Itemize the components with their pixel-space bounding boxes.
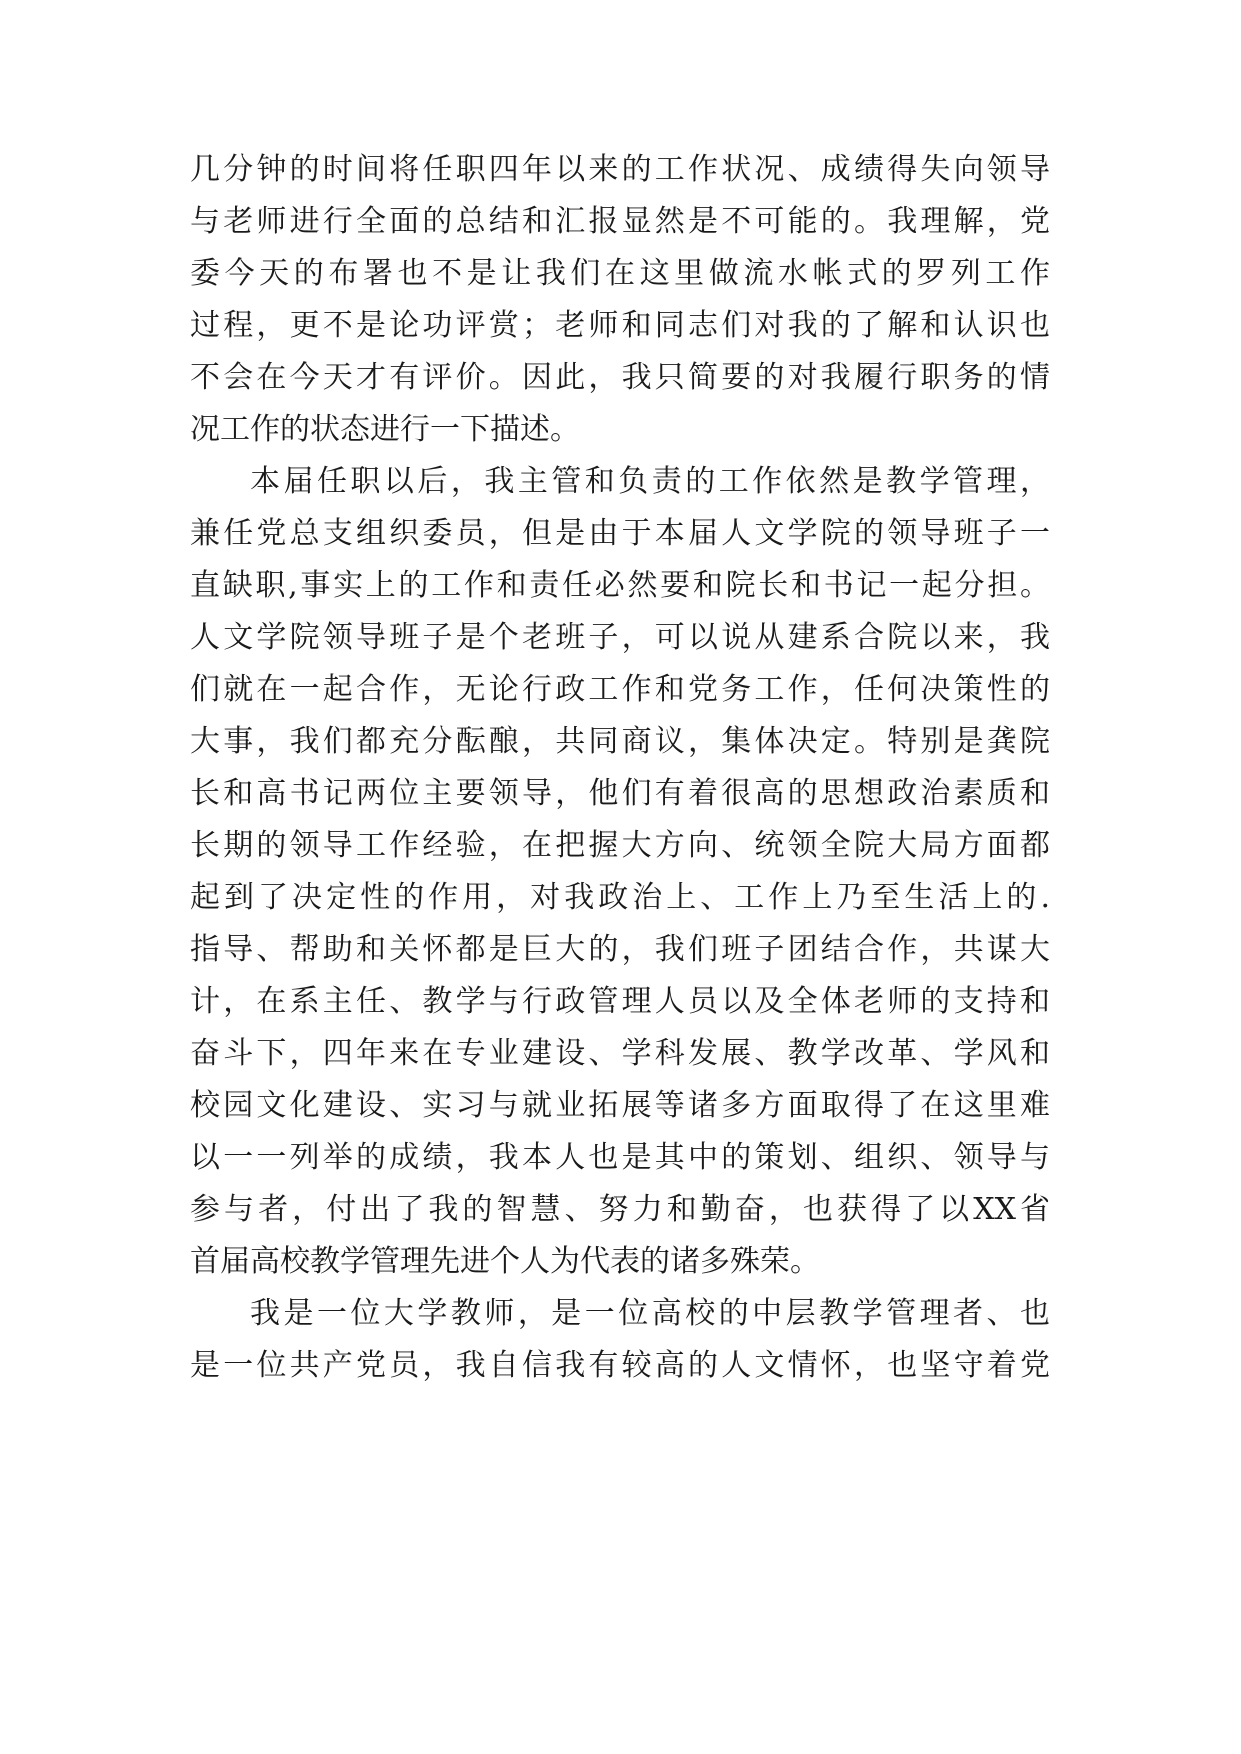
text-line: 是一位共产党员，我自信我有较高的人文情怀，也坚守着党	[190, 1348, 1050, 1383]
text-line: 指导、帮助和关怀都是巨大的，我们班子团结合作，共谋大	[190, 932, 1050, 967]
text-line: 参与者，付出了我的智慧、努力和勤奋，也获得了以XX省	[190, 1192, 1050, 1227]
text-line: 委今天的布署也不是让我们在这里做流水帐式的罗列工作	[190, 256, 1050, 291]
text-line: 兼任党总支组织委员，但是由于本届人文学院的领导班子一	[190, 516, 1050, 551]
text-line: 直缺职,事实上的工作和责任必然要和院长和书记一起分担。	[190, 568, 1050, 603]
text-line: 过程，更不是论功评赏；老师和同志们对我的了解和认识也	[190, 308, 1050, 343]
text-line: 人文学院领导班子是个老班子，可以说从建系合院以来，我	[190, 620, 1050, 655]
paragraph-first-line: 我是一位大学教师，是一位高校的中层教学管理者、也	[250, 1296, 1050, 1331]
text-line: 况工作的状态进行一下描述。	[190, 412, 580, 447]
text-line: 与老师进行全面的总结和汇报显然是不可能的。我理解，党	[190, 204, 1050, 239]
text-line: 几分钟的时间将任职四年以来的工作状况、成绩得失向领导	[190, 152, 1050, 187]
text-line: 以一一列举的成绩，我本人也是其中的策划、组织、领导与	[190, 1140, 1050, 1175]
text-line: 们就在一起合作，无论行政工作和党务工作，任何决策性的	[190, 672, 1050, 707]
text-line: 奋斗下，四年来在专业建设、学科发展、教学改革、学风和	[190, 1036, 1050, 1071]
text-line: 大事，我们都充分酝酿，共同商议，集体决定。特别是龚院	[190, 724, 1050, 759]
text-line: 不会在今天才有评价。因此，我只简要的对我履行职务的情	[190, 360, 1050, 395]
text-line: 校园文化建设、实习与就业拓展等诸多方面取得了在这里难	[190, 1088, 1050, 1123]
text-line: 计，在系主任、教学与行政管理人员以及全体老师的支持和	[190, 984, 1050, 1019]
text-line: 起到了决定性的作用，对我政治上、工作上乃至生活上的.	[190, 880, 1050, 915]
paragraph-first-line: 本届任职以后，我主管和负责的工作依然是教学管理，	[250, 464, 1050, 499]
text-line: 长期的领导工作经验，在把握大方向、统领全院大局方面都	[190, 828, 1050, 863]
text-line: 长和高书记两位主要领导，他们有着很高的思想政治素质和	[190, 776, 1050, 811]
text-line: 首届高校教学管理先进个人为代表的诸多殊荣。	[190, 1244, 820, 1279]
